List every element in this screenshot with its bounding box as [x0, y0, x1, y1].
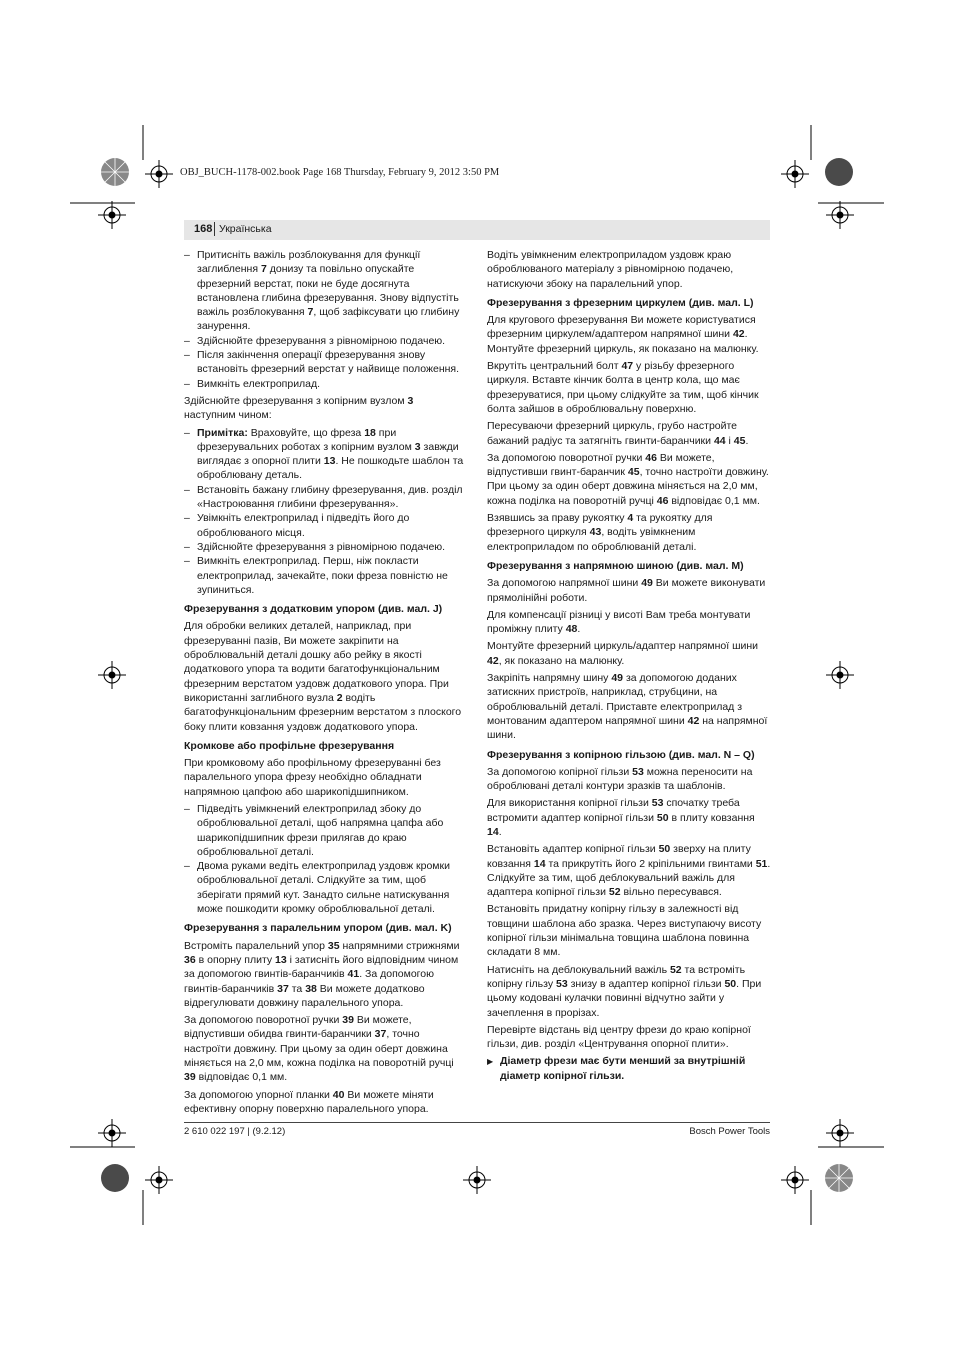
procedure-list — [184, 248, 466, 391]
paragraph: За допомогою упорної планки 40 Ви можете міняти ефективну опорну поверхню паралельного упора. — [184, 1088, 434, 1115]
paragraph: Пересуваючи фрезерний циркуль, грубо настройте бажаний радіус та затягніть гвинти-баранчики 44 і 45. — [487, 420, 749, 447]
paragraph: Водіть увімкненим електроприладом уздовж краю оброблюваного матеріалу з рівномірною подачею, натискуючи збоку на паралельний упор. — [487, 249, 734, 290]
list-item: – Примітка: Враховуйте, що фреза 18 при фрезерувальних роботах з копірним вузлом 3 завжди виглядає з опорної плити 13. Не пошкодьте шаблон та оброблювану деталь. — [184, 426, 466, 483]
paragraph: Вкрутіть центральний болт 47 у різьбу фрезерного циркуля. Вставте кінчик болта в центр кола, що має фрезеруватися, при цьому слідкуйте за тим, щоб кінчик болта зайшов в оброблювальну поверхню. — [487, 360, 759, 415]
footer-rule — [184, 1122, 770, 1123]
registration-mark — [826, 661, 854, 689]
list-item: – Увімкніть електроприлад і підведіть його до оброблюваного місця. — [184, 511, 466, 540]
paragraph: Для кругового фрезерування Ви можете користуватися фрезерним циркулем/адаптером напрямної шини 42. Монтуйте фрезерний циркуль, як показано на малюнку. — [487, 314, 759, 355]
paragraph: Монтуйте фрезерний циркуль/адаптер напрямної шини 42, як показано на малюнку. — [487, 640, 759, 667]
paragraph: Натисніть на деблокувальний важіль 52 та встроміть копірну гільзу 53 знизу в адаптер копірної гільзи 50. При цьому кодовані кулачки повинні відчутно зайти у зачеплення в прорізах. — [487, 963, 762, 1019]
page-header — [184, 220, 770, 240]
paragraph: Закріпіть напрямну шину 49 за допомогою доданих затискних пристроїв, наприклад, струбцини, на оброблювальній деталі. Приставте електроприлад з монтованим адаптером напрямної шини 42 на напрямної шини. — [487, 672, 768, 742]
paragraph: Здійснюйте фрезерування з копірним вузлом 3 наступним чином: — [184, 394, 414, 422]
section-heading: Фрезерування з напрямною шиною (див. мал. M) — [487, 559, 744, 572]
registration-mark — [98, 1119, 126, 1147]
registration-mark — [826, 201, 854, 229]
list-item: – Після закінчення операції фрезерування знову встановіть фрезерний верстат у найвище положення. — [184, 348, 466, 377]
solid-target-mark — [824, 157, 854, 187]
footer-doc-number: 2 610 022 197 | (9.2.12) — [184, 1126, 286, 1137]
star-target-mark — [824, 1163, 854, 1193]
registration-mark — [98, 201, 126, 229]
language-label: Українська — [219, 223, 272, 235]
section-heading: Фрезерування з паралельним упором (див. мал. K) — [184, 922, 452, 935]
paragraph: При кромковому або профільному фрезеруванні без паралельного упора фрезу необхідно обладнати напрямною цапфою або шарикопідшипником. — [184, 757, 441, 798]
list-item: – Здійснюйте фрезерування з рівномірною подачею. — [184, 334, 466, 348]
header-separator — [214, 222, 215, 236]
section-heading: Фрезерування з фрезерним циркулем (див. мал. L) — [487, 296, 754, 309]
list-item: – Вимкніть електроприлад. Перш, ніж покласти електроприлад, зачекайте, поки фреза повністю не зупиниться. — [184, 554, 466, 597]
paragraph: За допомогою поворотної ручки 39 Ви можете, відпустивши обидва гвинти-баранчики 37, точно настроїти довжину. При цьому за один оберт довжина міняється на 2,0 мм, кожна поділка на поворотній ручці 39 відповідає 0,1 мм. — [184, 1014, 454, 1084]
warning-note: ▶ Діаметр фрези має бути менший за внутрішній діаметр копірної гільзи. — [487, 1054, 771, 1083]
section-heading: Кромкове або профільне фрезерування — [184, 739, 395, 752]
paragraph: Взявшись за праву рукоятку 4 та рукоятку для фрезерного циркуля 43, водіть увімкненим електроприладом по оброблюваній деталі. — [487, 512, 713, 553]
paragraph: За допомогою напрямної шини 49 Ви можете виконувати прямолінійні роботи. — [487, 577, 766, 604]
page-number: 168 — [194, 223, 213, 235]
paragraph: Для обробки великих деталей, наприклад, при фрезеруванні пазів, Ви можете закріпити на оброблювальній деталі дошку або рейку в якості додаткового упора та водити багатофункціональним фрезерним верстатом уздовж додаткового упора. При використанні заглибного вузла 2 водіть багатофункціональним фрезерним верстатом з плоского боку плити ковзання уздовж додаткового упора. — [184, 620, 462, 733]
procedure-list — [184, 802, 466, 916]
footer-brand: Bosch Power Tools — [689, 1126, 770, 1137]
solid-target-mark — [100, 1163, 130, 1193]
registration-mark — [826, 1119, 854, 1147]
left-column — [184, 248, 466, 1119]
list-item: – Притисніть важіль розблокування для функції заглиблення 7 донизу та повільно опускайте фрезерний верстат, поки не буде досягнута встановлена глибина фрезерування. Знову відпустіть важіль розблокування 7, щоб зафіксувати цю глибину занурення. — [184, 248, 466, 334]
registration-mark — [781, 160, 809, 188]
paragraph: Встановіть адаптер копірної гільзи 50 зверху на плиту ковзання 14 та прикрутіть його 2 кріпільними гвинтами 51. Слідкуйте за тим, щоб деблокувальний важіль для адаптера копірної гільзи 52 вільно пересувався. — [487, 843, 771, 899]
paragraph: Перевірте відстань від центру фрези до краю копірної гільзи, див. розділ «Центрування опорної плити». — [487, 1023, 751, 1051]
star-target-mark — [100, 157, 130, 187]
registration-mark — [145, 1166, 173, 1194]
paragraph: За допомогою поворотної ручки 46 Ви можете, відпустивши гвинт-баранчик 45, точно настроїти довжину. При цьому за один оберт довжина міняється на 2,0 мм, кожна поділка на поворотній ручці 46 відповідає 0,1 мм. — [487, 451, 769, 507]
registration-mark — [98, 661, 126, 689]
registration-mark — [145, 160, 173, 188]
paragraph: Для компенсації різниці у висоті Вам треба монтувати проміжну плиту 48. — [487, 608, 751, 636]
list-item: – Двома руками ведіть електроприлад уздовж кромки оброблювальної деталі. Слідкуйте за тим, щоб зберігати прямий кут. Занадто сильне натискування може пошкодити кромку оброблювальної деталі. — [184, 859, 466, 916]
list-item: – Встановіть бажану глибину фрезерування, див. розділ «Настроювання глибини фрезерування». — [184, 483, 466, 512]
list-item: – Підведіть увімкнений електроприлад збоку до оброблювальної деталі, щоб напрямна цапфа або шарикопідшипник фрези прилягав до краю оброблювальної деталі. — [184, 802, 466, 859]
registration-mark — [781, 1166, 809, 1194]
section-heading: Фрезерування з копірною гільзою (див. мал. N – Q) — [487, 748, 755, 761]
section-heading: Фрезерування з додатковим упором (див. мал. J) — [184, 603, 443, 616]
registration-mark — [463, 1166, 491, 1194]
paragraph: За допомогою копірної гільзи 53 можна переносити на оброблювані деталі контури зразків та шаблонів. — [487, 765, 753, 793]
list-item: – Вимкніть електроприлад. — [184, 377, 466, 391]
paragraph: Встроміть паралельний упор 35 напрямними стрижнями 36 в опорну плиту 13 і затисніть його відповідним чином за допомогою гвинтів-баранчиків 41. За допомогою гвинтів-баранчиків 37 та 38 Ви можете додатково відрегулювати довжину паралельного упора. — [184, 939, 460, 1009]
paragraph: Для використання копірної гільзи 53 спочатку треба встромити адаптер копірної гільзи 50 в плиту ковзання 14. — [487, 797, 755, 838]
note-list — [487, 1054, 771, 1083]
list-item: – Здійснюйте фрезерування з рівномірною подачею. — [184, 540, 466, 554]
right-column — [487, 248, 771, 1086]
paragraph: Встановіть придатну копірну гільзу в залежності від товщини шаблона або зразка. Через виступаючу висоту копірної гільзи мінімальна товщина шаблона повинна складати 8 мм. — [487, 903, 762, 959]
print-slug: OBJ_BUCH-1178-002.book Page 168 Thursday, February 9, 2012 3:50 PM — [180, 167, 500, 178]
procedure-list — [184, 426, 466, 598]
